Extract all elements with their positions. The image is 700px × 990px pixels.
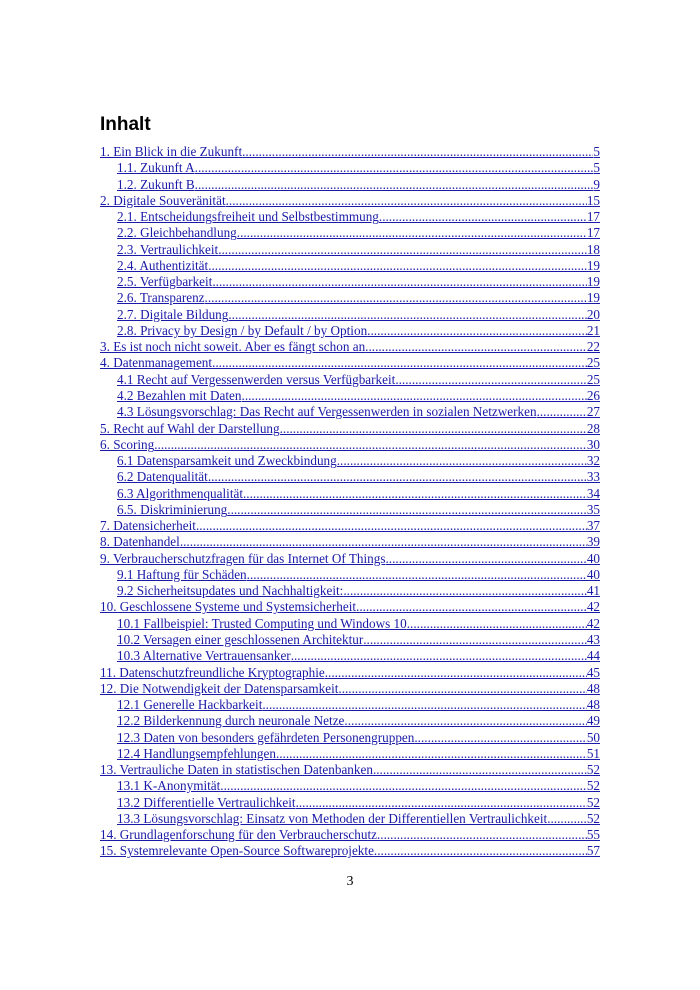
toc-entry-label: 12.2 Bilderkennung durch neuronale Netze	[117, 713, 345, 729]
toc-entry-label: 2.6. Transparenz	[117, 290, 205, 306]
toc-leader-dots	[414, 730, 586, 746]
toc-leader-dots	[242, 144, 593, 160]
toc-entry-page: 41	[586, 583, 600, 599]
toc-leader-dots	[196, 518, 587, 534]
toc-entry-label: 4.3 Lösungsvorschlag: Das Recht auf Vergessenwerden in sozialen Netzwerken	[117, 404, 537, 420]
toc-entry[interactable]	[100, 339, 600, 355]
toc-leader-dots	[242, 388, 587, 404]
toc-entry-page: 32	[586, 453, 600, 469]
toc-entry-label: 6.5. Diskriminierung	[117, 501, 228, 517]
toc-leader-dots	[247, 567, 587, 583]
toc-entry[interactable]	[100, 843, 600, 859]
toc-entry[interactable]	[100, 778, 600, 794]
toc-entry-page: 25	[586, 371, 600, 387]
toc-entry[interactable]	[100, 144, 600, 160]
toc-entry-page: 50	[586, 729, 600, 745]
toc-leader-dots	[344, 713, 586, 729]
toc-entry-label: 2.1. Entscheidungsfreiheit und Selbstbestimmung	[117, 209, 379, 225]
toc-entry-page: 48	[586, 697, 600, 713]
toc-leader-dots	[195, 160, 594, 176]
toc-entry-label: 10.2 Versagen einer geschlossenen Architektur	[117, 631, 364, 647]
toc-leader-dots	[208, 469, 587, 485]
toc-entry-page: 19	[586, 257, 600, 273]
toc-entry-label: 13. Vertrauliche Daten in statistischen Datenbanken	[100, 762, 373, 778]
toc-leader-dots	[180, 534, 587, 550]
toc-entry-label: 8. Datenhandel	[100, 534, 180, 550]
toc-entry-label: 6.2 Datenqualität	[117, 469, 208, 485]
toc-entry-label: 2.8. Privacy by Design / by Default / by Option	[117, 322, 368, 338]
toc-entry-label: 10.3 Alternative Vertrauensanker	[117, 648, 291, 664]
toc-leader-dots	[243, 486, 587, 502]
toc-entry[interactable]	[100, 599, 600, 615]
toc-entry-page: 18	[586, 241, 600, 257]
toc-leader-dots	[367, 323, 587, 339]
toc-entry-label: 4.1 Recht auf Vergessenwerden versus Verfügbarkeit	[117, 371, 396, 387]
toc-entry-page: 19	[586, 274, 600, 290]
toc-entry-label: 2.4. Authentizität	[117, 257, 209, 273]
toc-entry[interactable]	[100, 518, 600, 534]
toc-entry-page: 52	[586, 794, 600, 810]
toc-leader-dots	[220, 778, 587, 794]
toc-entry-label: 10. Geschlossene Systeme und Systemsicherheit	[100, 599, 357, 615]
toc-entry-page: 39	[586, 534, 600, 550]
toc-entry[interactable]	[100, 242, 600, 258]
toc-entry-label: 2.7. Digitale Bildung	[117, 306, 229, 322]
toc-entry[interactable]	[100, 665, 600, 681]
toc-entry-label: 13.1 K-Anonymität	[117, 778, 221, 794]
toc-entry-page: 40	[586, 566, 600, 582]
toc-leader-dots	[407, 616, 587, 632]
toc-entry-label: 10.1 Fallbeispiel: Trusted Computing und Windows 10	[117, 615, 407, 631]
toc-leader-dots	[195, 177, 594, 193]
toc-entry-label: 12.3 Daten von besonders gefährdeten Personengruppen	[117, 729, 415, 745]
toc-entry-page: 15	[586, 192, 600, 208]
toc-entry[interactable]	[100, 567, 600, 583]
toc-entry[interactable]	[100, 421, 600, 437]
toc-entry-page: 26	[586, 387, 600, 403]
toc-leader-dots	[386, 551, 587, 567]
toc-entry-label: 3. Es ist noch nicht soweit. Aber es fängt schon an	[100, 339, 366, 355]
toc-entry[interactable]	[100, 209, 600, 225]
toc-entry[interactable]	[100, 225, 600, 241]
toc-entry-label: 9.1 Haftung für Schäden	[117, 566, 247, 582]
toc-entry-page: 40	[586, 550, 600, 566]
toc-entry-label: 12.1 Generelle Hackbarkeit	[117, 697, 263, 713]
toc-entry-page: 52	[586, 762, 600, 778]
toc-entry-page: 33	[586, 469, 600, 485]
toc-entry[interactable]	[100, 355, 600, 371]
toc-entry-page: 25	[586, 355, 600, 371]
toc-leader-dots	[212, 355, 587, 371]
toc-entry-label: 2. Digitale Souveränität	[100, 192, 226, 208]
toc-entry[interactable]	[100, 502, 600, 518]
toc-leader-dots	[228, 307, 586, 323]
toc-leader-dots	[226, 193, 587, 209]
toc-entry-label: 6.3 Algorithmenqualität	[117, 485, 243, 501]
toc-leader-dots	[337, 453, 587, 469]
toc-entry-label: 2.2. Gleichbehandlung	[117, 225, 237, 241]
toc-entry[interactable]	[100, 713, 600, 729]
toc-leader-dots	[379, 209, 587, 225]
toc-entry-label: 7. Datensicherheit	[100, 518, 196, 534]
toc-leader-dots	[377, 827, 587, 843]
toc-entry-label: 11. Datenschutzfreundliche Kryptographie	[100, 664, 325, 680]
toc-entry[interactable]	[100, 681, 600, 697]
toc-leader-dots	[218, 242, 587, 258]
toc-entry-page: 49	[586, 713, 600, 729]
page-number: 3	[346, 874, 354, 889]
toc-entry-page: 30	[586, 436, 600, 452]
toc-leader-dots	[547, 811, 587, 827]
toc-entry-page: 19	[586, 290, 600, 306]
toc-entry-page: 57	[586, 843, 600, 859]
toc-entry-label: 1. Ein Blick in die Zukunft	[100, 144, 243, 159]
toc-entry[interactable]	[100, 827, 600, 843]
toc-leader-dots	[212, 274, 586, 290]
toc-entry-label: 13.2 Differentielle Vertraulichkeit	[117, 794, 296, 810]
toc-leader-dots	[395, 372, 586, 388]
toc-entry-label: 12.4 Handlungsempfehlungen	[117, 745, 276, 761]
toc-leader-dots	[296, 795, 587, 811]
toc-entry-page: 28	[586, 420, 600, 436]
toc-entry-page: 5	[593, 144, 600, 159]
toc-entry-page: 43	[586, 631, 600, 647]
toc-entry[interactable]	[100, 160, 600, 176]
toc-entry[interactable]	[100, 762, 600, 778]
toc-entry[interactable]	[100, 469, 600, 485]
toc-entry-label: 6.1 Datensparsamkeit und Zweckbindung	[117, 453, 337, 469]
toc-entry-page: 17	[586, 209, 600, 225]
toc-leader-dots	[280, 421, 587, 437]
toc-leader-dots	[338, 681, 586, 697]
toc-entry[interactable]	[100, 453, 600, 469]
toc-entry[interactable]	[100, 323, 600, 339]
toc-entry-page: 22	[586, 339, 600, 355]
toc-leader-dots	[325, 665, 587, 681]
toc-entry[interactable]	[100, 258, 600, 274]
toc-heading: Inhalt	[100, 114, 151, 135]
toc-entry-label: 4.2 Bezahlen mit Daten	[117, 387, 242, 403]
toc-entry-label: 4. Datenmanagement	[100, 355, 213, 371]
toc-leader-dots	[154, 437, 587, 453]
toc-entry[interactable]	[100, 534, 600, 550]
toc-entry-label: 14. Grundlagenforschung für den Verbraucherschutz	[100, 827, 377, 843]
toc-leader-dots	[363, 632, 587, 648]
toc-leader-dots	[537, 404, 587, 420]
toc-leader-dots	[227, 502, 587, 518]
toc-leader-dots	[237, 225, 587, 241]
toc-leader-dots	[356, 599, 587, 615]
toc-entry[interactable]	[100, 274, 600, 290]
toc-entry-label: 1.1. Zukunft A	[117, 160, 195, 176]
toc-entry-page: 48	[586, 680, 600, 696]
toc-entry-page: 21	[586, 322, 600, 338]
toc-leader-dots	[373, 762, 587, 778]
toc-entry[interactable]	[100, 746, 600, 762]
toc-leader-dots	[365, 339, 587, 355]
toc-entry-page: 55	[586, 827, 600, 843]
toc-leader-dots	[343, 583, 586, 599]
toc-entry-page: 34	[586, 485, 600, 501]
toc-entry[interactable]	[100, 437, 600, 453]
toc-entry-label: 6. Scoring	[100, 436, 155, 452]
toc-entry[interactable]	[100, 404, 600, 420]
toc-entry-page: 42	[586, 599, 600, 615]
toc-leader-dots	[276, 746, 587, 762]
toc-entry-page: 35	[586, 501, 600, 517]
toc-entry[interactable]	[100, 648, 600, 664]
toc-entry-page: 52	[586, 810, 600, 826]
toc-entry[interactable]	[100, 290, 600, 306]
toc-entry-page: 37	[586, 518, 600, 534]
toc-entry[interactable]	[100, 193, 600, 209]
toc-entry-page: 5	[593, 160, 600, 176]
toc-entry[interactable]	[100, 632, 600, 648]
toc-entry-label: 2.5. Verfügbarkeit	[117, 274, 213, 290]
toc-entry-page: 51	[586, 745, 600, 761]
toc-entry[interactable]	[100, 811, 600, 827]
toc-entry[interactable]	[100, 795, 600, 811]
toc-leader-dots	[205, 290, 587, 306]
toc-entry[interactable]	[100, 177, 600, 193]
toc-entry[interactable]	[100, 730, 600, 746]
toc-entry-page: 9	[593, 176, 600, 192]
toc-entry-page: 45	[586, 664, 600, 680]
toc-entry-label: 1.2. Zukunft B	[117, 176, 195, 192]
toc-entry-page: 42	[586, 615, 600, 631]
toc-leader-dots	[262, 697, 586, 713]
toc-entry-page: 52	[586, 778, 600, 794]
toc-entry-label: 13.3 Lösungsvorschlag: Einsatz von Methoden der Differentiellen Vertraulichkeit	[117, 810, 548, 826]
toc-entry-label: 12. Die Notwendigkeit der Datensparsamkeit	[100, 680, 339, 696]
toc-entry-page: 17	[586, 225, 600, 241]
toc-entry-label: 9. Verbraucherschutzfragen für das Internet Of Things	[100, 550, 386, 566]
toc-entry[interactable]	[100, 551, 600, 567]
toc-leader-dots	[208, 258, 587, 274]
toc-entry-label: 5. Recht auf Wahl der Darstellung	[100, 420, 280, 436]
toc-entry[interactable]	[100, 616, 600, 632]
toc-entry[interactable]	[100, 372, 600, 388]
toc-entry-label: 15. Systemrelevante Open-Source Softwareprojekte	[100, 843, 374, 859]
toc-entry-label: 9.2 Sicherheitsupdates und Nachhaltigkeit:	[117, 583, 344, 599]
toc-entry[interactable]	[100, 486, 600, 502]
toc-entry[interactable]	[100, 583, 600, 599]
toc-entry[interactable]	[100, 388, 600, 404]
toc-leader-dots	[291, 648, 587, 664]
toc-entry-page: 44	[586, 648, 600, 664]
toc-entry-label: 2.3. Vertraulichkeit	[117, 241, 219, 257]
toc-entry-page: 20	[586, 306, 600, 322]
table-of-contents	[100, 144, 600, 860]
toc-entry[interactable]	[100, 307, 600, 323]
toc-entry-page: 27	[586, 404, 600, 420]
toc-entry[interactable]	[100, 697, 600, 713]
toc-leader-dots	[374, 843, 587, 859]
